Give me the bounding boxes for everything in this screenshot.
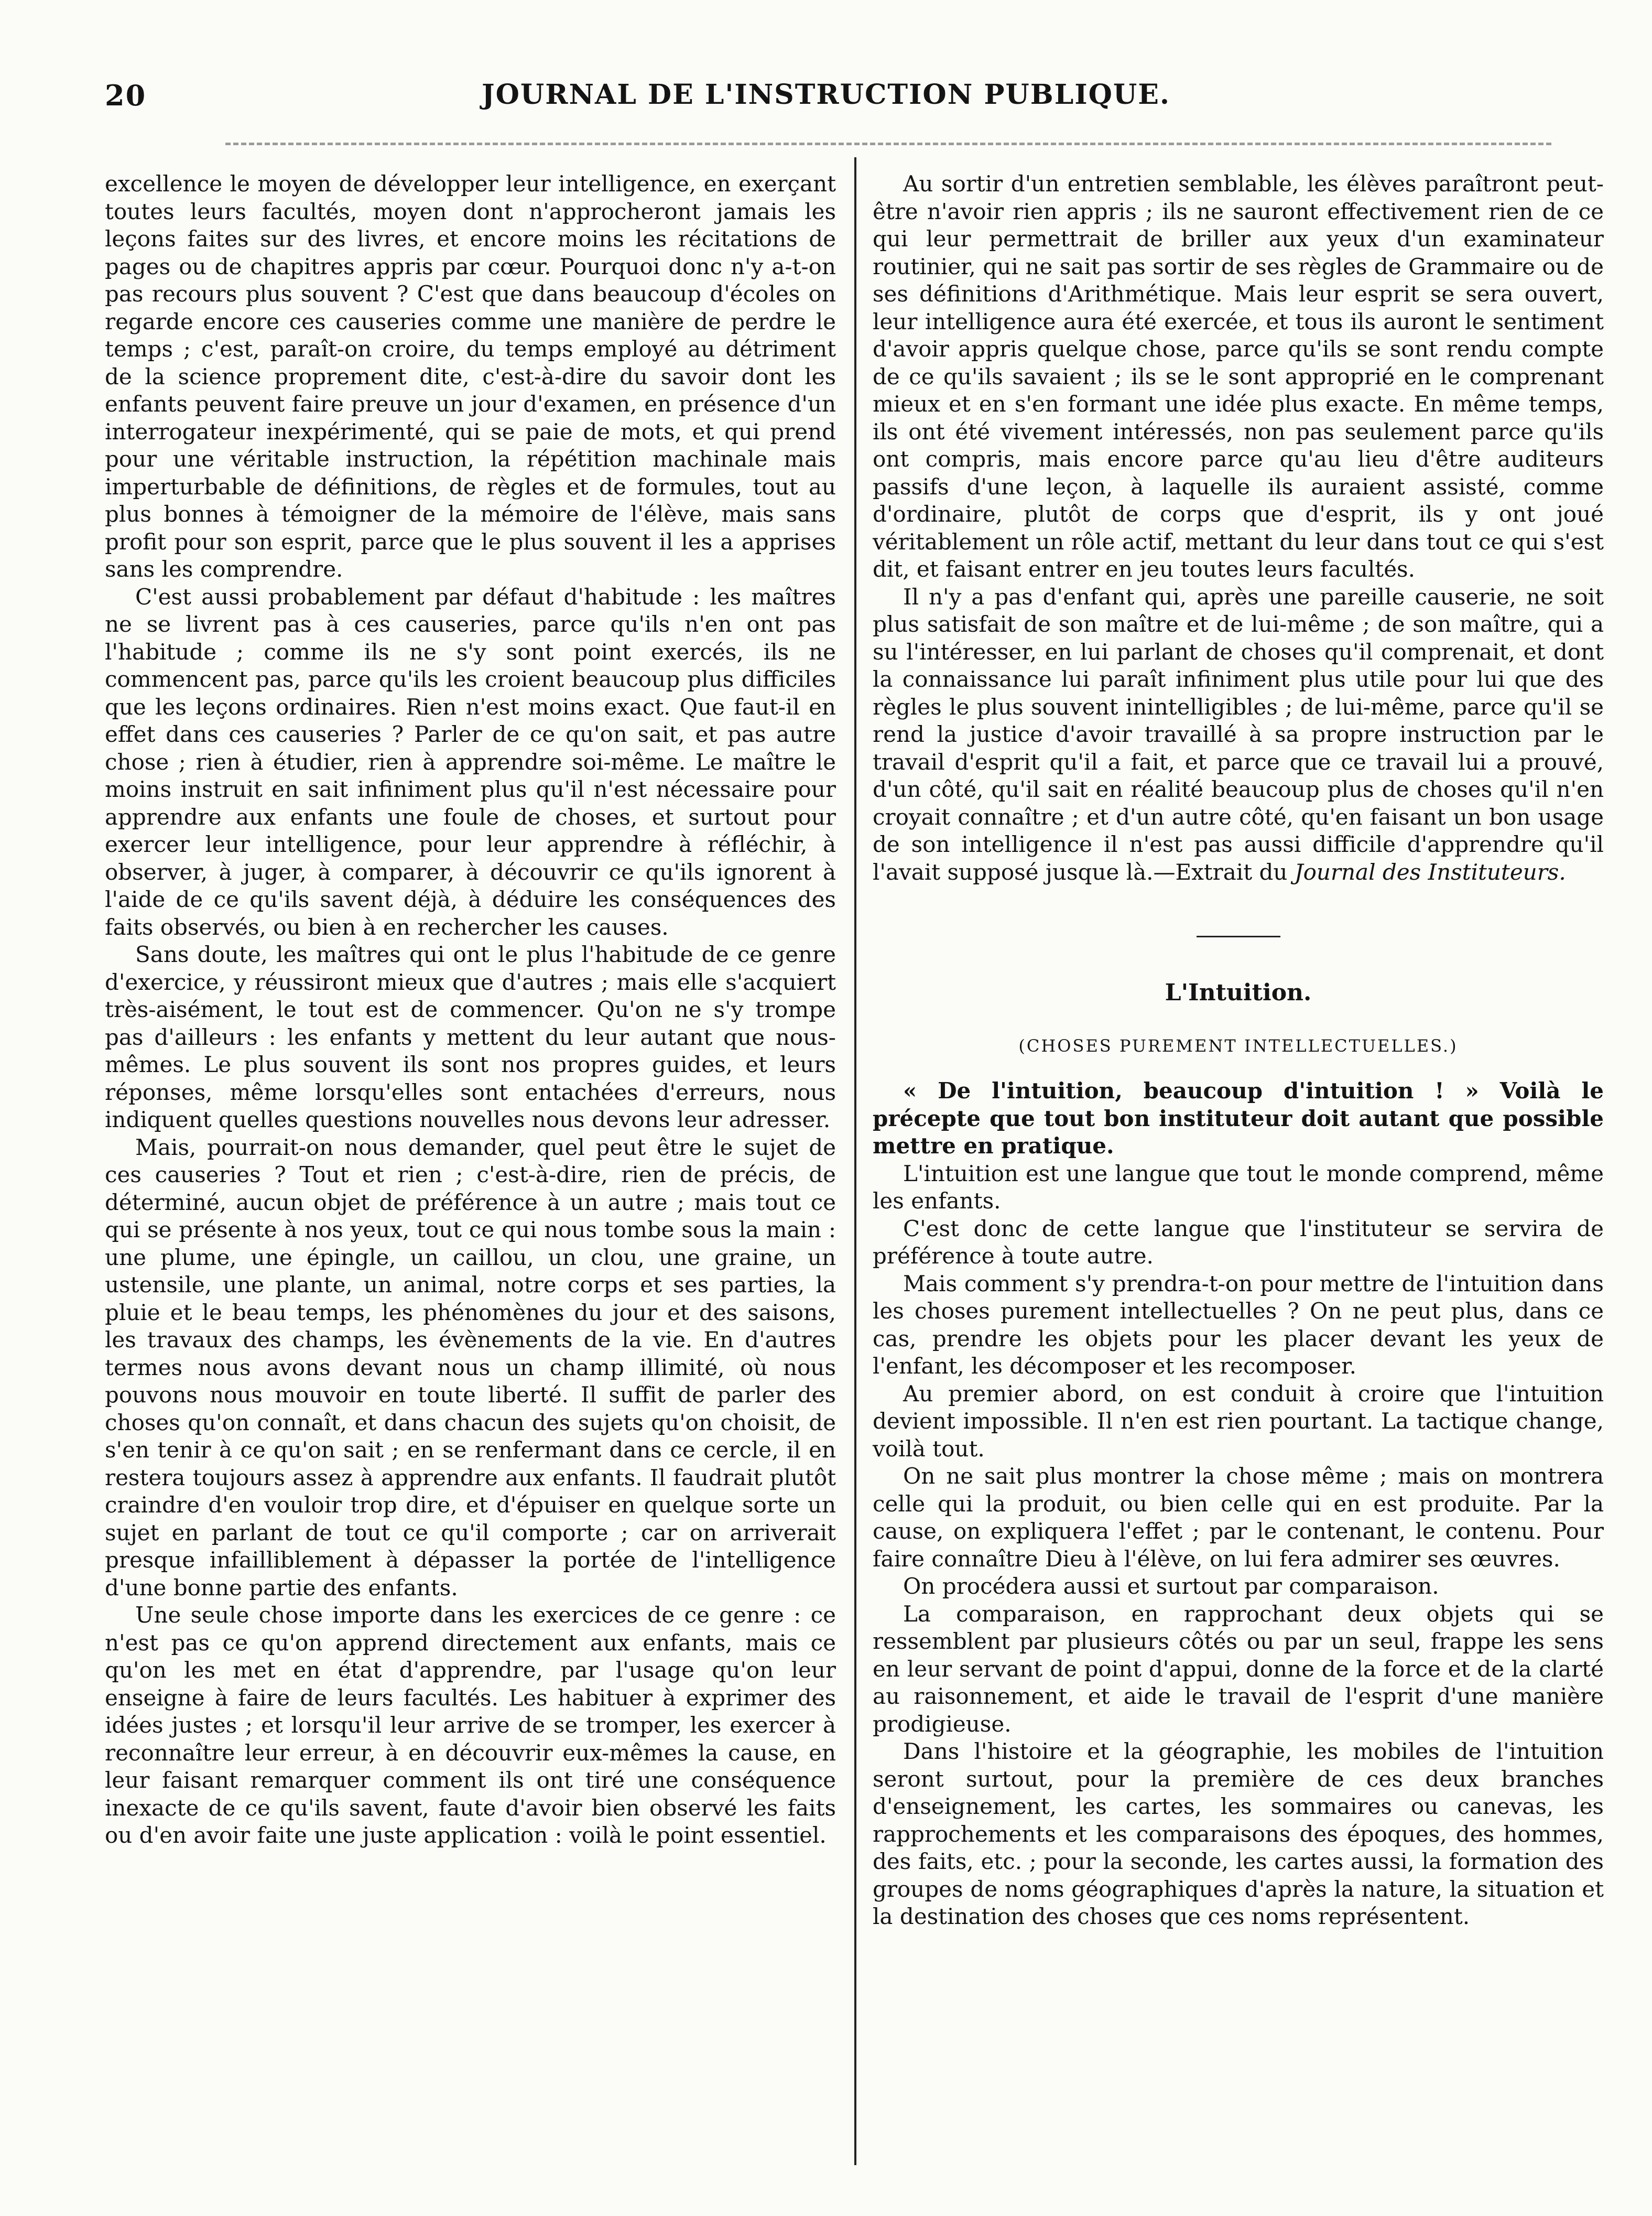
paragraph: C'est donc de cette langue que l'instituteur se servira de préférence à toute autre. (873, 1215, 1604, 1269)
source-attribution: Journal des Instituteurs. (1294, 859, 1566, 885)
section-title: L'Intuition. (1165, 979, 1312, 1006)
column-right (873, 170, 1604, 2183)
paragraph: Au premier abord, on est conduit à croire que l'intuition devient impossible. Il n'en est rien pourtant. La tactique change, voilà tout. (873, 1380, 1604, 1462)
paragraph: C'est aussi probablement par défaut d'habitude : les maîtres ne se livrent pas à ces causeries, parce qu'ils n'en ont pas l'habitude ; comme ils ne s'y sont point exercés, ils ne commencent pas, parce qu'ils les croient beaucoup plus difficiles que les leçons ordinaires. Rien n'est moins exact. Que faut-il en effet dans ces causeries ? Parler de ce qu'on sait, et pas autre chose ; rien à étudier, rien à apprendre soi-même. Le maître le moins instruit en sait infiniment plus qu'il n'est nécessaire pour apprendre aux enfants une foule de choses, et surtout pour exercer leur intelligence, pour leur apprendre à réfléchir, à observer, à juger, à comparer, à découvrir ce qu'ils ignorent à l'aide de ce qu'ils savent déjà, à déduire les conséquences des faits observés, ou bien à en rechercher les causes. (105, 583, 836, 940)
paragraph: excellence le moyen de développer leur intelligence, en exerçant toutes leurs facultés, moyen dont n'approcheront jamais les leçons faites sur des livres, et encore moins les récitations de pages ou de chapitres appris par cœur. Pourquoi donc n'y a-t-on pas recours plus souvent ? C'est que dans beaucoup d'écoles on regarde encore ces causeries comme une manière de perdre le temps ; c'est, paraît-on croire, du temps employé au détriment de la science proprement dite, c'est-à-dire du savoir dont les enfants peuvent faire preuve un jour d'examen, en présence d'un interrogateur inexpérimenté, qui se paie de mots, et qui prend pour une véritable instruction, la répétition machinale mais imperturbable de définitions, de règles et de formules, tout au plus bonnes à témoigner de la mémoire de l'élève, mais sans profit pour son esprit, parce que le plus souvent il les a apprises sans les comprendre. (105, 171, 836, 582)
paragraph: Mais comment s'y prendra-t-on pour mettre de l'intuition dans les choses purement intellectuelles ? On ne peut plus, dans ce cas, prendre les objets pour les placer devant les yeux de l'enfant, les décomposer et les recomposer. (873, 1270, 1604, 1379)
running-head: JOURNAL DE L'INSTRUCTION PUBLIQUE. (482, 79, 1170, 111)
paragraph: Mais, pourrait-on nous demander, quel peut être le sujet de ces causeries ? Tout et rien ; c'est-à-dire, rien de précis, de déterminé, aucun objet de préférence à un autre ; mais tout ce qui se présente à nos yeux, tout ce qui nous tombe sous la main : une plume, une épingle, un caillou, un clou, une graine, un ustensile, une plante, un animal, notre corps et ses parties, la pluie et le beau temps, les phénomènes du jour et des saisons, les travaux des champs, les évènements de la vie. En d'autres termes nous avons devant nous un champ illimité, où nous pouvons nous mouvoir en toute liberté. Il suffit de parler des choses qu'on connaît, et dans chacun des sujets qu'on choisit, de s'en tenir à ce qu'on sait ; en se renfermant dans ce cercle, il en restera toujours assez à apprendre aux enfants. Il faudrait plutôt craindre d'en vouloir trop dire, et d'épuiser en quelque sorte un sujet en parlant de tout ce qu'il comporte ; car on arriverait presque infailliblement à dépasser la portée de l'intelligence d'une bonne partie des enfants. (105, 1134, 836, 1601)
column-divider (854, 157, 856, 2165)
paragraph: « De l'intuition, beaucoup d'intuition ! » Voilà le précepte que tout bon instituteur doit autant que possible mettre en pratique. (873, 1078, 1604, 1159)
paragraph-text: Il n'y a pas d'enfant qui, après une pareille causerie, ne soit plus satisfait de son maître et de lui-même ; de son maître, qui a su l'intéresser, en lui parlant de choses qu'il comprenait, et dont la connaissance lui paraît infiniment plus utile pour lui que des règles le plus souvent inintelligibles ; de lui-même, parce qu'il se rend la justice d'avoir travaillé à sa propre instruction par le travail d'esprit qu'il a fait, et parce que ce travail lui a prouvé, d'un côté, qu'il sait en réalité beaucoup plus de choses qu'il n'en croyait connaître ; et d'un autre côté, qu'en faisant un bon usage de son intelligence il n'est pas aussi difficile d'apprendre qu'il l'avait supposé jusque là.—Extrait du (873, 583, 1604, 885)
paragraph: L'intuition est une langue que tout le monde comprend, même les enfants. (873, 1160, 1604, 1214)
paragraph: Sans doute, les maîtres qui ont le plus l'habitude de ce genre d'exercice, y réussiront mieux que d'autres ; mais elle s'acquiert très-aisément, le tout est de commencer. Qu'on ne s'y trompe pas d'ailleurs : les enfants y mettent du leur autant que nous-mêmes. Le plus souvent ils sont nos propres guides, et leurs réponses, même lorsqu'elles sont entachées d'erreurs, nous indiquent quelles questions nouvelles nous devons leur adresser. (105, 942, 836, 1132)
paragraph: Dans l'histoire et la géographie, les mobiles de l'intuition seront surtout, pour la première de ces deux branches d'enseignement, les cartes, les sommaires ou canevas, les rapprochements et les comparaisons des époques, des hommes, des faits, etc. ; pour la seconde, les cartes aussi, la formation des groupes de noms géographiques d'après la nature, la situation et la destination des choses que ces noms représentent. (873, 1738, 1604, 1929)
paragraph (873, 583, 1604, 887)
header-rule (225, 143, 1551, 145)
paragraph: La comparaison, en rapprochant deux objets qui se ressemblent par plusieurs côtés ou par un seul, frappe les sens en leur servant de point d'appui, donne de la force et de la clarté au raisonnement, et aide le travail de l'esprit d'une manière prodigieuse. (873, 1601, 1604, 1737)
paragraph: On ne sait plus montrer la chose même ; mais on montrera celle qui la produit, ou bien celle qui en est produite. Par la cause, on expliquera l'effet ; par le contenant, le contenu. Pour faire connaître Dieu à l'élève, on lui fera admirer ses œuvres. (873, 1463, 1604, 1572)
page-number: 20 (105, 79, 147, 112)
column-left (105, 170, 836, 2183)
paragraph: Une seule chose importe dans les exercices de ce genre : ce n'est pas ce qu'on apprend directement aux enfants, mais ce qu'on les met en état d'apprendre, par l'usage qu'on leur enseigne à faire de leurs facultés. Les habituer à exprimer des idées justes ; et lorsqu'il leur arrive de se tromper, les exercer à reconnaître leur erreur, à en découvrir eux-mêmes la cause, en leur faisant remarquer comment ils ont tiré une conséquence inexacte de ce qu'ils savent, faute d'avoir bien observé les faits ou d'en avoir faite une juste application : voilà le point essentiel. (105, 1602, 836, 1848)
section-separator (1197, 936, 1280, 937)
section-subtitle: (CHOSES PUREMENT INTELLECTUELLES.) (1018, 1035, 1458, 1056)
paragraph: On procédera aussi et surtout par comparaison. (903, 1573, 1439, 1599)
paragraph: Au sortir d'un entretien semblable, les élèves paraîtront peut-être n'avoir rien appris ; ils ne sauront effectivement rien de ce qui leur permettrait de briller aux yeux d'un examinateur routinier, qui ne sait pas sortir de ses règles de Grammaire ou de ses définitions d'Arithmétique. Mais leur esprit se sera ouvert, leur intelligence aura été exercée, et tous ils auront le sentiment d'avoir appris quelque chose, parce qu'ils se sont rendu compte de ce qu'ils savaient ; ils se le sont approprié en le comprenant mieux et en s'en formant une idée plus exacte. En même temps, ils ont été vivement intéressés, non pas seulement parce qu'ils ont compris, mais encore parce qu'au lieu d'être auditeurs passifs d'une leçon, à laquelle ils auraient assisté, comme d'ordinaire, plutôt de corps que d'esprit, ils y ont joué véritablement un rôle actif, mettant du leur dans tout ce qui s'est dit, et faisant entrer en jeu toutes leurs facultés. (873, 171, 1604, 582)
